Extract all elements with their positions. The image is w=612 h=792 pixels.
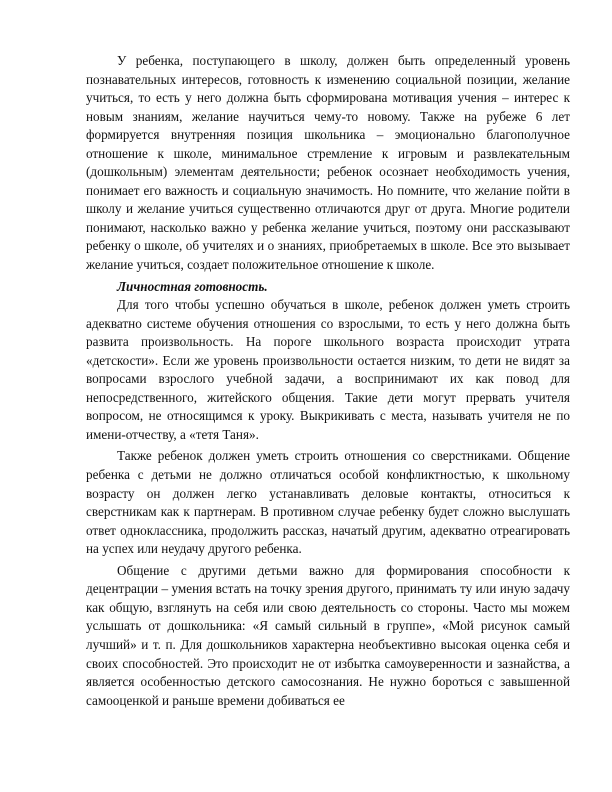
document-page: [86, 52, 570, 710]
paragraph-adults-relations: Для того чтобы успешно обучаться в школе, ребенок должен уметь строить адекватно системе обучения отношения со взрослыми, то есть у него должна быть развита произвольность. На пороге школьного возраста происходит утрата «детскости». Если же уровень произвольности остается низким, то дети не видят за вопросами взрослого учебной задачи, а воспринимают их как повод для непосредственного, житейского общения. Такие дети могут прервать учителя вопросом, не относящимся к уроку. Выкрикивать с места, называть учителя не по имени-отчеству, а «тетя Таня».: [86, 297, 570, 442]
paragraph-decentration: Общение с другими детьми важно для формирования способности к децентрации – умения встать на точку зрения другого, принимать ту или иную задачу как общую, взглянуть на себя или свою деятельность со стороны. Часто мы можем услышать от дошкольника: «Я самый сильный в группе», «Мой рисунок самый лучший» и т. п. Для дошкольников характерна необъективно высокая оценка себя и своих способностей. Это происходит не от избытка самоуверенности и зазнайства, а является особенностью детского самосознания. Не нужно бороться с завышенной самооценкой и раньше времени добиваться ее: [86, 562, 570, 708]
paragraph-peers-relations: Также ребенок должен уметь строить отношения со сверстниками. Общение ребенка с детьми не должно отличаться особой конфликтностью, к школьному возрасту он должен легко устанавливать деловые контакты, относиться к сверстникам как к партнерам. В противном случае ребенку будет сложно выслушать ответ одноклассника, продолжить рассказ, начатый другим, адекватно отреагировать на успех или неудачу другого ребенка.: [86, 448, 570, 557]
paragraph-motivation: У ребенка, поступающего в школу, должен быть определенный уровень познавательных интересов, готовность к изменению социальной позиции, желание учиться, то есть у него должна быть сформирована мотивация учения – интерес к новым знаниям, желание научиться чему-то новому. Также на рубеже 6 лет формируется внутренняя позиция школьника – эмоционально благополучное отношение к школе, минимальное стремление к игровым и развлекательным (дошкольным) элементам деятельности; ребенок осознает необходимость учения, понимает его важность и социальную значимость. Но помните, что желание пойти в школу и желание учиться существенно отличаются друг от друга. Многие родители понимают, насколько важно у ребенка желание учиться, поэтому они рассказывают ребенку о школе, об учителях и о знаниях, приобретаемых в школе. Все это вызывает желание учиться, создает положительное отношение к школе.: [86, 53, 570, 273]
section-heading-personal-readiness: Личностная готовность.: [117, 278, 268, 294]
